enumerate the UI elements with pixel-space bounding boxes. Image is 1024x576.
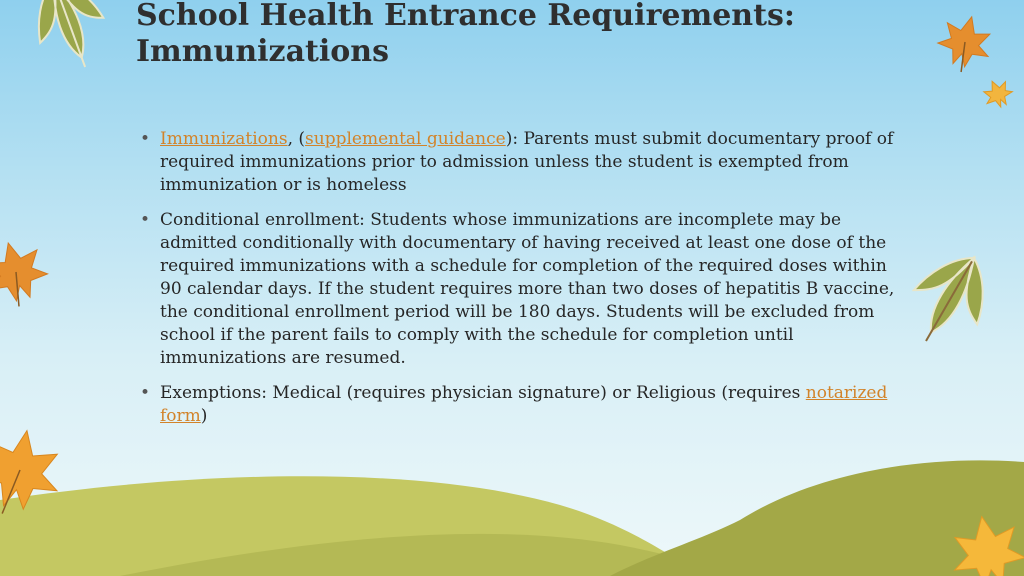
leaf-yellow-icon	[979, 75, 1016, 111]
hill-right	[610, 460, 1024, 576]
leaf-orange-icon	[0, 235, 54, 312]
immunizations-link[interactable]: Immunizations	[160, 129, 288, 149]
bullet-text: Exemptions: Medical (requires physician signature) or Religious (requires	[160, 383, 806, 403]
bullet-dot-icon: •	[140, 210, 151, 230]
leaf-green-icon	[22, 0, 117, 79]
bullet-dot-icon: •	[140, 383, 151, 403]
bullet-separator: , (	[287, 129, 306, 149]
bullet-exemptions	[138, 382, 898, 428]
title-line-2: Immunizations	[136, 34, 389, 69]
notarized-form-link[interactable]: notarized form	[160, 383, 888, 426]
leaf-orange-icon	[932, 10, 997, 78]
bullet-list	[138, 128, 898, 440]
supplemental-guidance-link[interactable]: supplemental guidance	[305, 129, 506, 149]
bullet-immunizations	[138, 128, 898, 197]
title-line-1: School Health Entrance Requirements:	[136, 0, 795, 33]
bullet-text: Conditional enrollment: Students whose immunizations are incomplete may be admitted conditionally with documentary of having received at least one dose of the required immunizations with a schedule for completion of the required doses within 90 calendar days. If the student requires more than two doses of hepatitis B vaccine, the conditional enrollment period will be 180 days. Students will be excluded from school if the parent fails to comply with the schedule for completion until immunizations are resumed.	[160, 210, 895, 368]
page-title	[136, 0, 836, 70]
bullet-conditional-enrollment	[138, 209, 898, 370]
bullet-tail: )	[200, 406, 208, 426]
bullet-text: ): Parents must submit documentary proof of required immunizations prior to admission unless the student is exempted from immunization or is homeless	[160, 129, 894, 195]
leaf-green-icon	[895, 240, 1005, 359]
bullet-dot-icon: •	[140, 129, 151, 149]
